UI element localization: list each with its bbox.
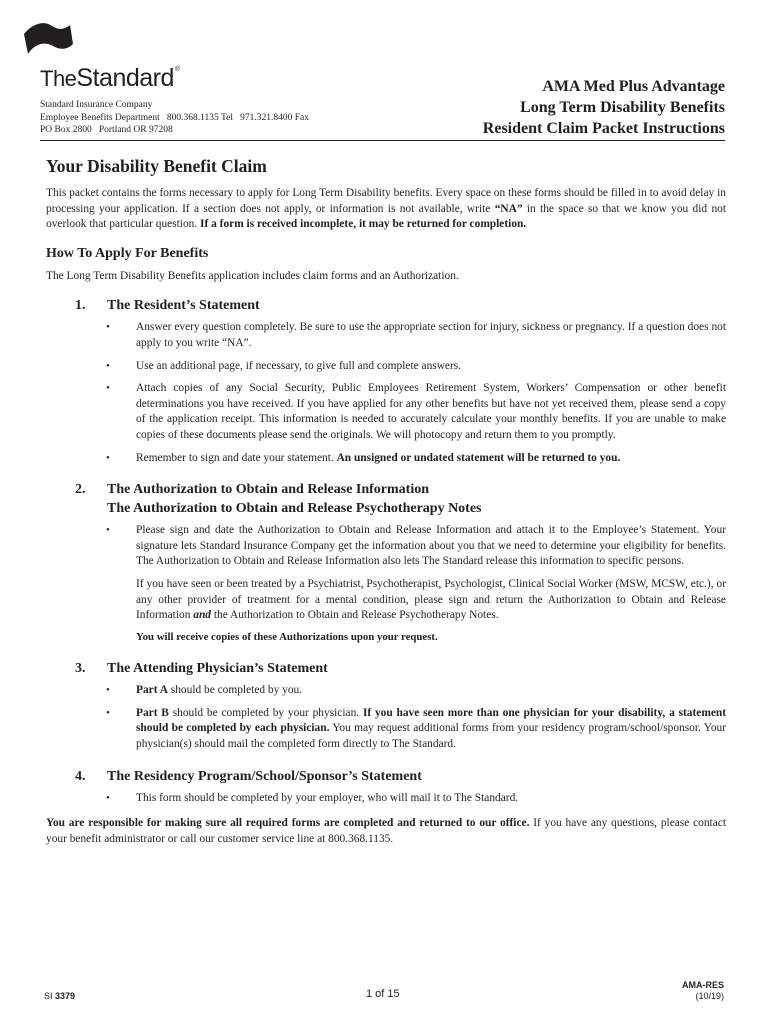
intro-bold: If a form is received incomplete, it may be returned for completion. [200,218,527,231]
bullet-text: Remember to sign and date your statement. [136,451,337,464]
page-heading: Your Disability Benefit Claim [46,156,267,176]
title-line-2: Long Term Disability Benefits [520,99,725,116]
form-id-label: SI [44,991,53,1001]
paragraph-text-2: the Authorization to Obtain and Release Psychotherapy Notes. [211,609,499,622]
how-to-heading: How To Apply For Benefits [46,245,209,261]
intro-paragraph [46,186,726,233]
company-name: Standard Insurance Company [40,100,153,110]
section-title-2: The Authorization to Obtain and Release Psychotherapy Notes [107,501,482,517]
document-title [483,76,725,139]
logo-registered-mark: ® [174,66,180,73]
bullet-icon: • [106,359,110,372]
section-title: The Authorization to Obtain and Release Information [107,482,430,498]
bullet-icon: • [106,451,110,464]
section-authorization [46,480,726,645]
bullet-icon: • [106,684,110,697]
psychotherapy-paragraph [136,577,726,624]
title-line-1: AMA Med Plus Advantage [542,78,725,95]
bullet-text-2: You may request additional forms from your residency program/school/sponsor. Your physician(s) should mail the completed form directly to The Standard. [136,722,727,751]
section-body [106,523,726,645]
company-address: PO Box 2800 Portland OR 97208 [40,125,173,135]
form-date: (10/19) [695,991,724,1001]
section-residents-statement [46,296,726,466]
bullet-icon: • [106,791,110,804]
section-title: The Resident’s Statement [107,298,260,314]
section-body [106,683,727,752]
paragraph-text: If you have seen or been treated by a Psychiatrist, Psychotherapist, Psychologist, Clinical Social Worker (MSW, MCSW, etc.), or any other provider of treatment for a mental condition, please sign and return the Authorization to Obtain and Release Information [136,577,726,622]
section-residency-statement [46,767,726,807]
closing-paragraph [46,816,726,847]
main-content [46,156,726,847]
section-number: 1. [75,298,86,314]
section-body [106,320,726,466]
list-item [106,791,726,807]
bullet-text: should be completed by you. [167,684,303,697]
list-item [106,523,726,570]
paragraph-emphasis: and [193,609,211,622]
list-item [106,320,726,351]
bullet-text: Answer every question completely. Be sure to use the appropriate section for injury, sickness or pregnancy. If a question does not apply to you write “NA”. [136,321,726,349]
section-number: 4. [75,768,86,784]
bullet-icon: • [106,706,110,719]
form-id [44,991,75,1001]
how-to-text: The Long Term Disability Benefits application includes claim forms and an Authorization. [46,269,459,282]
logo-prefix: The [40,66,77,91]
flag-logo-icon [22,22,74,58]
bullet-icon: • [106,524,110,537]
bullet-text: Use an additional page, if necessary, to give full and complete answers. [136,359,462,372]
form-id-number: 3379 [55,991,76,1001]
list-item [106,359,726,375]
intro-text-2: in the space so that we know you did not overlook that particular question. [46,202,726,231]
bullet-icon: • [106,321,110,334]
bullet-bold-text-2: If you have seen more than one physician for your disability, a statement should be completed by each physician. [136,706,727,735]
header-divider [40,140,725,141]
authorization-note: You will receive copies of these Authorizations upon your request. [136,630,438,643]
closing-text: If you have any questions, please contact your benefit administrator or call our customer service line at 800.368.1135. [46,817,726,845]
section-title: The Residency Program/School/Sponsor’s Statement [107,768,422,784]
company-department: Employee Benefits Department 800.368.1135 Tel 971.321.8400 Fax [40,112,309,123]
form-code-block [682,980,724,1002]
bullet-text: Attach copies of any Social Security, Public Employees Retirement System, Workers’ Compensation or other benefit determinations you have received. If you have applied for any other benefits but have not yet received them, please send a copy of the application receipt. This information is needed to accurately calculate your monthly benefits. If you are unable to make copies of these documents please send the originals. We will photocopy and return them to you promptly. [136,382,726,441]
list-item [106,381,726,443]
intro-na: “NA” [494,202,523,215]
list-item [106,451,726,467]
bullet-bold-text: An unsigned or undated statement will be returned to you. [336,451,621,464]
bullet-icon: • [106,382,110,395]
logo-name: Standard [76,64,174,92]
bullet-bold-text: Part B [136,706,169,719]
list-item [106,706,727,753]
company-logo [40,64,180,93]
bullet-text: should be completed by your physician. [168,706,363,719]
closing-bold: You are responsible for making sure all required forms are completed and returned to our office. [46,817,530,830]
bullet-bold-text: Part A [136,684,168,697]
intro-text: This packet contains the forms necessary to apply for Long Term Disability benefits. Every space on these forms should be filled in to avoid delay in processing your application. If a section does not apply, or information is not available, write [46,187,726,215]
title-line-3: Resident Claim Packet Instructions [482,120,725,137]
section-body [106,791,726,807]
section-number: 2. [75,482,86,498]
list-item [106,683,726,699]
section-title: The Attending Physician’s Statement [107,661,328,677]
section-number: 3. [75,661,86,677]
bullet-text: This form should be completed by your employer, who will mail it to The Standard. [136,791,519,804]
bullet-text: Please sign and date the Authorization to Obtain and Release Information and attach it to the Employee’s Statement. Your signature lets Standard Insurance Company get the information about you that we need to determine your eligibility for benefits. The Authorization to Obtain and Release Information also lets The Standard release this information to specific persons. [136,524,726,568]
form-code: AMA-RES [682,980,724,990]
page-number: 1 of 15 [366,988,400,1000]
section-physician-statement [46,659,726,752]
company-info [40,99,309,137]
